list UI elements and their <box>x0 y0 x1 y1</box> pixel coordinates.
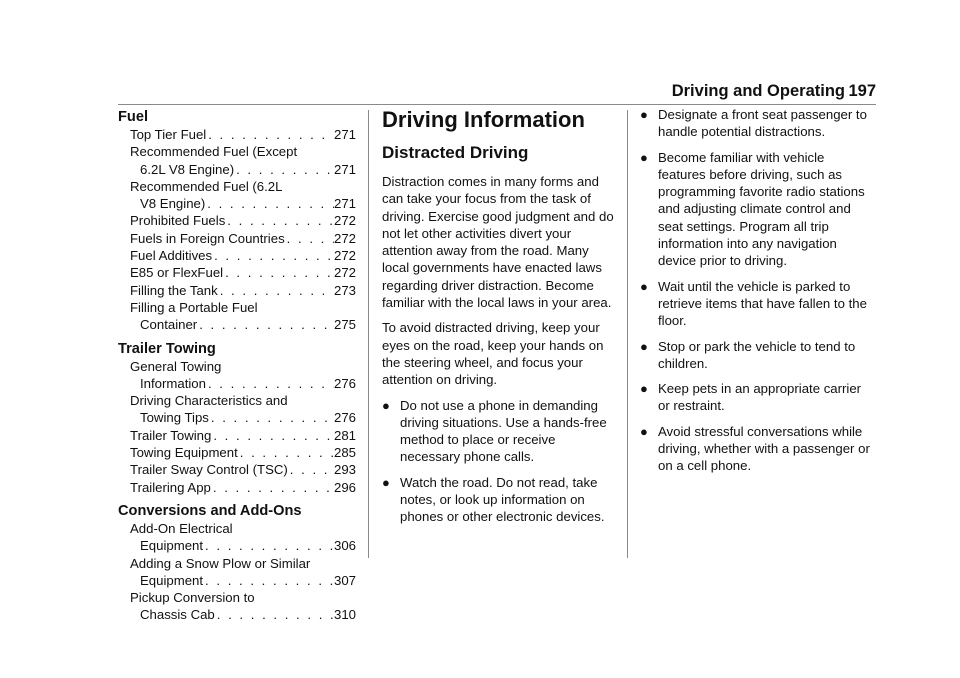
toc-entry-page: 281 <box>333 427 356 443</box>
toc-entry[interactable] <box>130 230 356 247</box>
toc-leader-dots <box>211 479 334 496</box>
toc-entry-label: Top Tier Fuel <box>130 127 207 142</box>
toc-leader-dots <box>212 247 334 264</box>
toc-leader-dots <box>225 212 334 229</box>
toc-list <box>130 126 356 334</box>
toc-entry[interactable] <box>130 479 356 496</box>
chapter-title: Driving Information <box>382 107 585 132</box>
toc-entry-label: Filling a Portable Fuel <box>130 299 258 315</box>
toc-entry[interactable] <box>130 461 356 478</box>
toc-entry-page: 273 <box>333 282 356 298</box>
toc-entry-label: Add-On Electrical <box>130 520 233 536</box>
toc-entry-label: Information <box>140 375 206 391</box>
table-of-contents <box>118 108 356 624</box>
content-column-right <box>640 106 875 483</box>
toc-entry-label: Fuel Additives <box>130 248 213 264</box>
toc-entry-label: Equipment <box>140 572 204 588</box>
toc-leader-dots <box>223 264 334 281</box>
content-column-main <box>382 106 614 534</box>
toc-entry-label: Prohibited Fuels <box>130 213 226 229</box>
toc-leader-dots <box>211 427 334 444</box>
list-item <box>382 474 614 526</box>
bullet-icon: ● <box>382 397 390 413</box>
toc-leader-dots <box>206 375 334 392</box>
toc-list <box>130 520 356 624</box>
toc-entry[interactable] <box>130 520 356 555</box>
list-item <box>382 397 614 466</box>
toc-leader-dots <box>197 316 334 333</box>
toc-entry-label: Trailer Sway Control (TSC) <box>130 462 288 478</box>
toc-entry[interactable] <box>130 264 356 281</box>
page-number: 197 <box>848 82 876 100</box>
bullet-list <box>640 106 875 475</box>
toc-entry-page: 296 <box>333 479 356 495</box>
bullet-icon: ● <box>640 423 648 439</box>
toc-entry-label: Adding a Snow Plow or Similar <box>130 555 311 571</box>
toc-entry-label: General Towing <box>130 358 222 374</box>
toc-entry-page: 307 <box>333 572 356 588</box>
toc-entry-label: Chassis Cab <box>140 607 215 623</box>
toc-entry-page: 272 <box>333 265 356 281</box>
column-divider-left <box>368 110 369 558</box>
toc-section-title: Fuel <box>118 109 148 125</box>
toc-entry-page: 276 <box>333 410 356 426</box>
bullet-text: Do not use a phone in demanding driving situations. Use a hands-free method to place or receive necessary phone calls. <box>400 397 607 465</box>
toc-entry-page: 285 <box>333 445 356 461</box>
bullet-text: Designate a front seat passenger to handle potential distractions. <box>658 107 867 140</box>
toc-list <box>130 358 356 496</box>
bullet-icon: ● <box>640 149 648 165</box>
toc-entry[interactable] <box>130 444 356 461</box>
toc-entry-page: 276 <box>333 375 356 391</box>
toc-entry-page: 272 <box>333 213 356 229</box>
running-header-title: Driving and Operating <box>671 82 845 100</box>
page-header <box>0 82 960 104</box>
toc-entry-label: Fuels in Foreign Countries <box>130 230 285 246</box>
toc-section-title: Conversions and Add-Ons <box>118 502 302 519</box>
toc-entry[interactable] <box>130 282 356 299</box>
bullet-icon: ● <box>640 381 648 397</box>
toc-entry[interactable] <box>130 427 356 444</box>
bullet-text: Become familiar with vehicle features before driving, such as programming favorite radio stations and adjusting climate control and seat settings. Program all trip information into any navigation device prior to driving. <box>658 149 865 269</box>
toc-entry[interactable] <box>130 299 356 334</box>
toc-entry-label: V8 Engine) <box>140 196 206 212</box>
column-divider-right <box>627 110 628 558</box>
list-item <box>640 423 875 475</box>
section-title: Distracted Driving <box>382 143 529 162</box>
toc-leader-dots <box>215 606 334 623</box>
toc-leader-dots <box>203 572 334 589</box>
toc-entry-label: Filling the Tank <box>130 282 218 298</box>
bullet-icon: ● <box>382 474 390 490</box>
paragraph: To avoid distracted driving, keep your eyes on the road, keep your hands on the steering wheel, and focus your attention on driving. <box>382 320 604 388</box>
toc-entry[interactable] <box>130 555 356 590</box>
paragraph: Distraction comes in many forms and can take your focus from the task of driving. Exercise good judgment and do not let other activities divert your attention away from the road. Many local governments have enacted laws regarding driver distraction. Become familiar with the local laws in your area. <box>382 174 614 311</box>
toc-entry-page: 310 <box>333 607 356 623</box>
toc-entry-page: 271 <box>333 127 356 142</box>
toc-entry-page: 306 <box>333 538 356 554</box>
toc-leader-dots <box>288 461 334 478</box>
toc-entry[interactable] <box>130 589 356 624</box>
toc-leader-dots <box>285 230 334 247</box>
toc-entry[interactable] <box>130 247 356 264</box>
toc-entry-label: Equipment <box>140 538 204 554</box>
toc-entry-page: 275 <box>333 317 356 333</box>
bullet-icon: ● <box>640 278 648 294</box>
list-item <box>640 338 875 373</box>
toc-leader-dots <box>209 409 334 426</box>
toc-entry-label: Towing Equipment <box>130 445 238 461</box>
toc-entry-page: 272 <box>333 248 356 264</box>
toc-entry-label: Towing Tips <box>140 410 209 426</box>
toc-entry[interactable] <box>130 358 356 393</box>
list-item <box>640 106 875 141</box>
toc-entry-page: 272 <box>333 230 356 246</box>
toc-leader-dots <box>234 161 334 178</box>
toc-entry-label: Container <box>140 317 198 333</box>
toc-leader-dots <box>238 444 334 461</box>
toc-leader-dots <box>205 195 334 212</box>
toc-entry-label: Recommended Fuel (6.2L <box>130 178 283 194</box>
toc-entry-label: Trailering App <box>130 479 211 495</box>
toc-entry-label: Driving Characteristics and <box>130 393 288 409</box>
list-item <box>640 278 875 330</box>
list-item <box>640 380 875 415</box>
toc-section-title: Trailer Towing <box>118 340 216 357</box>
header-divider <box>118 104 876 105</box>
bullet-icon: ● <box>640 107 648 122</box>
bullet-text: Keep pets in an appropriate carrier or restraint. <box>658 381 862 414</box>
toc-leader-dots <box>218 282 334 299</box>
toc-entry[interactable] <box>130 212 356 229</box>
bullet-text: Watch the road. Do not read, take notes, or look up information on phones or other electronic devices. <box>400 474 605 525</box>
toc-entry[interactable] <box>130 126 356 143</box>
toc-entry-label: Recommended Fuel (Except <box>130 144 298 160</box>
bullet-text: Avoid stressful conversations while driving, whether with a passenger or on a cell phone. <box>658 423 870 474</box>
list-item <box>640 149 875 270</box>
bullet-icon: ● <box>640 338 648 354</box>
toc-entry-label: Trailer Towing <box>130 427 212 443</box>
toc-entry[interactable] <box>130 392 356 427</box>
toc-entry-page: 293 <box>333 462 356 478</box>
bullet-text: Stop or park the vehicle to tend to children. <box>658 338 856 371</box>
toc-entry-label: E85 or FlexFuel <box>130 265 224 281</box>
bullet-text: Wait until the vehicle is parked to retrieve items that have fallen to the floor. <box>658 278 867 329</box>
bullet-list <box>382 397 614 526</box>
toc-leader-dots <box>206 126 334 143</box>
toc-entry[interactable] <box>130 143 356 178</box>
toc-entry[interactable] <box>130 178 356 213</box>
toc-entry-label: Pickup Conversion to <box>130 590 255 606</box>
toc-leader-dots <box>203 537 334 554</box>
toc-entry-page: 271 <box>333 196 356 212</box>
toc-entry-page: 271 <box>333 161 356 177</box>
toc-entry-label: 6.2L V8 Engine) <box>140 161 235 177</box>
